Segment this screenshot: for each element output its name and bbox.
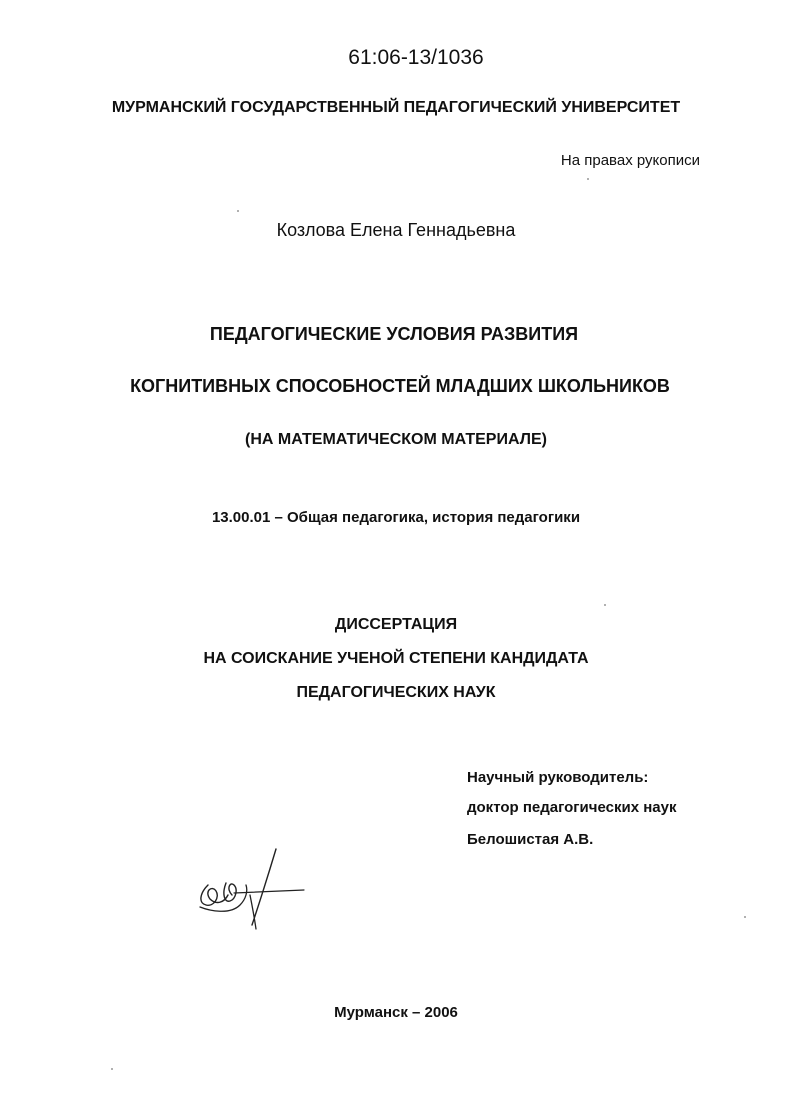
title-line-1: ПЕДАГОГИЧЕСКИЕ УСЛОВИЯ РАЗВИТИЯ bbox=[209, 324, 579, 344]
archive-code: 61:06-13/1036 bbox=[348, 46, 484, 69]
title-line-3: (НА МАТЕМАТИЧЕСКОМ МАТЕРИАЛЕ) bbox=[245, 431, 547, 448]
supervisor-label: Научный руководитель: bbox=[467, 769, 649, 786]
scan-speck bbox=[111, 1068, 113, 1070]
supervisor-name: Белошистая А.В. bbox=[467, 831, 594, 848]
university-name: МУРМАНСКИЙ ГОСУДАРСТВЕННЫЙ ПЕДАГОГИЧЕСКИЙ УНИВЕРСИТЕТ bbox=[111, 99, 681, 116]
scan-speck bbox=[604, 604, 606, 606]
scan-speck bbox=[587, 178, 589, 180]
scan-speck bbox=[744, 916, 746, 918]
specialty: 13.00.01 – Общая педагогика, история педагогики bbox=[211, 509, 581, 526]
handwritten-signature bbox=[190, 845, 310, 935]
city-year: Мурманск – 2006 bbox=[334, 1004, 458, 1021]
dissertation-line-2: НА СОИСКАНИЕ УЧЕНОЙ СТЕПЕНИ КАНДИДАТА bbox=[203, 650, 589, 667]
dissertation-line-1: ДИССЕРТАЦИЯ bbox=[334, 616, 458, 633]
author-name: Козлова Елена Геннадьевна bbox=[276, 220, 516, 240]
scan-speck bbox=[237, 210, 239, 212]
supervisor-degree: доктор педагогических наук bbox=[467, 799, 677, 816]
title-line-2: КОГНИТИВНЫХ СПОСОБНОСТЕЙ МЛАДШИХ ШКОЛЬНИКОВ bbox=[130, 376, 670, 396]
dissertation-line-3: ПЕДАГОГИЧЕСКИХ НАУК bbox=[296, 684, 496, 701]
rights-note: На правах рукописи bbox=[560, 152, 700, 169]
